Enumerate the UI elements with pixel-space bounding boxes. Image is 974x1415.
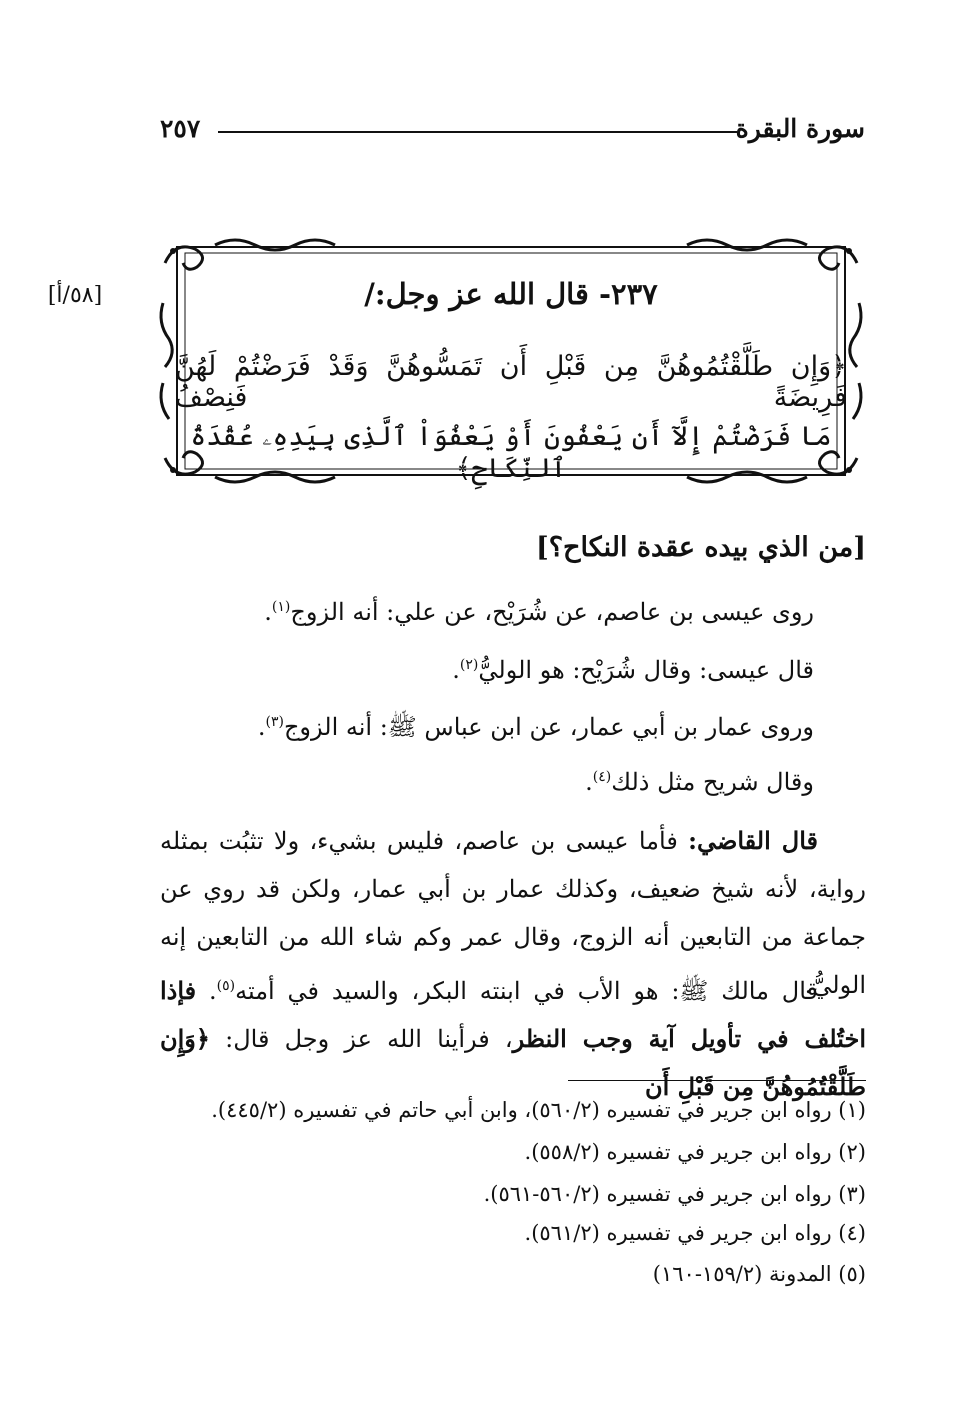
footnote-ref: (٢) (459, 657, 479, 673)
verse-frame (155, 233, 867, 488)
footnote: (٥) المدونة (١٥٩/٢-١٦٠) (652, 1262, 866, 1286)
line-end: . (264, 598, 272, 626)
footnote-ref: (٥) (216, 978, 236, 994)
footnote: (٢) رواه ابن جرير في تفسيره (٥٥٨/٢). (524, 1140, 866, 1164)
narration-text: وقال شريح مثل ذلك (611, 768, 814, 796)
narration-text: وروى عمار بن أبي عمار، عن ابن عباس ﷺ: أنه الزوج (283, 713, 814, 741)
header-rule (218, 131, 737, 133)
verse-number-title: ٢٣٧- قال الله عز وجل:/ (364, 277, 658, 311)
narration-line (585, 768, 814, 796)
speaker-label: قال القاضي: (688, 826, 818, 855)
line-end: . (257, 713, 266, 741)
narration-line (452, 656, 814, 684)
verse-line-1: ﴿وَإِن طَلَّقْتُمُوهُنَّ مِن قَبْلِ أَن تَمَسُّوهُنَّ وَقَدْ فَرَضْتُمْ لَهُنَّ فَرِيضَةً فَنِصْفُ (175, 351, 847, 413)
footnote-ref: (٤) (592, 769, 612, 785)
section-heading: [من الذي بيده عقدة النكاح؟] (535, 532, 866, 563)
narration-text: قال عيسى: وقال شُرَيْح: هو الوليُّ (478, 656, 814, 684)
footnote: (١) رواه ابن جرير في تفسيره (٥٦٠/٢)، وابن أبي حاتم في تفسيره (٤٤٥/٢). (211, 1098, 866, 1122)
commentary-paragraph (160, 962, 866, 1111)
footnote: (٤) رواه ابن جرير في تفسيره (٥٦١/٢). (524, 1221, 866, 1245)
footnote-ref: (١) (271, 599, 291, 615)
paragraph-body: فأما عيسى بن عاصم، فليس بشيء، ولا تثبُت بمثله رواية، لأنه شيخ ضعيف، وكذلك عمار بن أبي عمار، ولكن قد روي عن جماعة من التابعين أنه الزوج، وقال عمر وكم شاء الله من التابعين إنه الوليُّ. (160, 827, 866, 999)
paragraph-mid: . (196, 977, 217, 1005)
narration-line (264, 598, 814, 626)
manuscript-folio-note: [٥٨/أ] (47, 283, 103, 308)
narration-line (258, 712, 814, 747)
surah-title: سورة البقرة (735, 114, 865, 143)
footnote-ref: (٣) (265, 714, 284, 730)
bold-phrase: فإذا اختُلف في تأويل آية وجب النظر (160, 976, 866, 1053)
paragraph-start: قال مالك ﷺ: هو الأب في ابنته البكر، والسيد في أمته (235, 977, 818, 1005)
page-number: ٢٥٧ (160, 114, 201, 143)
line-end: . (585, 768, 593, 796)
footnote-divider (568, 1080, 866, 1081)
page-header (160, 110, 865, 150)
narration-text: روى عيسى بن عاصم، عن شُرَيْح، عن علي: أنه الزوج (290, 598, 814, 626)
footnote: (٣) رواه ابن جرير في تفسيره (٥٦٠/٢-٥٦١). (483, 1182, 866, 1206)
line-end: . (452, 656, 460, 684)
paragraph-tail: ، فرأينا الله عز وجل قال: (209, 1025, 513, 1053)
quran-quote: ﴿وَإِن طَلَّقْتُمُوهُنَّ مِن قَبْلِ أَن (160, 1024, 866, 1101)
verse-line-2: مَا فَرَضْتُمْ إِلَّآ أَن يَعْفُونَ أَوْ يَعْفُوَاْ ٱلَّذِى بِيَدِهِۦ عُقْدَةُ ٱلنِّكَاحِ﴾ (190, 421, 832, 484)
